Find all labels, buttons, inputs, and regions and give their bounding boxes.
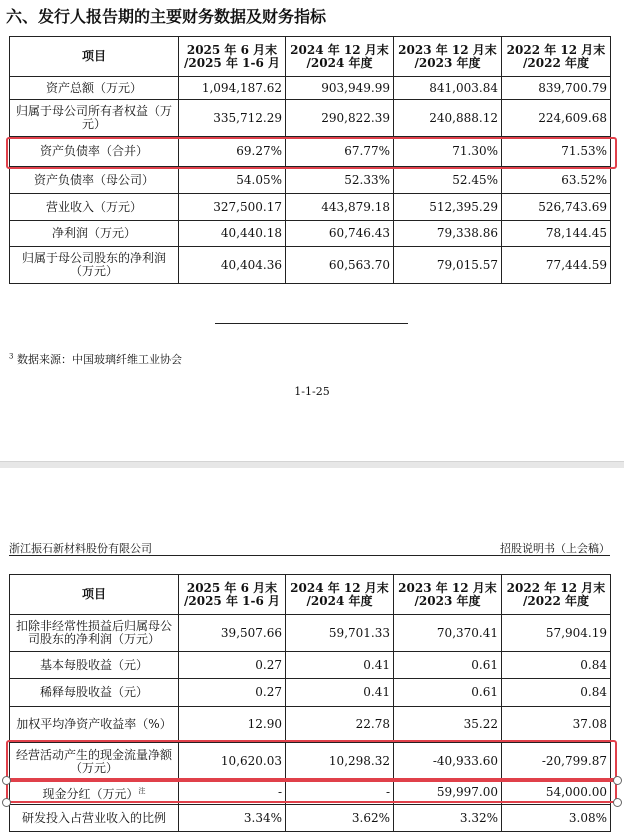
table-header-row [10,37,611,77]
cell-value: 60,563.70 [286,247,394,284]
cell-value: 526,743.69 [502,194,611,221]
header-period-4: 2022 年 12 月末 /2022 年度 [502,37,611,77]
row-label: 研发投入占营业收入的比例 [10,805,179,832]
cell-value: 37.08 [502,707,611,743]
row-label: 营业收入（万元） [10,194,179,221]
cell-value: 839,700.79 [502,77,611,100]
cell-value: 77,444.59 [502,247,611,284]
cell-value: 10,298.32 [286,743,394,781]
table-row [10,652,611,679]
footnote [9,351,182,367]
table-row [10,221,611,247]
row-label: 稀释每股收益（元） [10,679,179,707]
cell-value: 40,440.18 [179,221,286,247]
table-row [10,167,611,194]
cell-value: - [179,781,286,805]
cell-value: -40,933.60 [394,743,502,781]
footnote-mark: 3 [9,352,14,361]
header-item: 项目 [10,575,179,615]
cell-value: 327,500.17 [179,194,286,221]
cell-value: 60,746.43 [286,221,394,247]
cell-value: 70,370.41 [394,615,502,652]
row-label: 加权平均净资产收益率（%） [10,707,179,743]
note-mark: 注 [138,786,146,795]
cell-value: 35.22 [394,707,502,743]
cell-value: 59,701.33 [286,615,394,652]
cell-value: 0.27 [179,679,286,707]
row-label: 基本每股收益（元） [10,652,179,679]
cell-value: 841,003.84 [394,77,502,100]
header-period-2: 2024 年 12 月末 /2024 年度 [286,37,394,77]
cell-value: 79,015.57 [394,247,502,284]
cell-value: 903,949.99 [286,77,394,100]
cell-value: 0.61 [394,679,502,707]
header-period-1: 2025 年 6 月末 /2025 年 1-6 月 [179,575,286,615]
footnote-divider [215,323,408,324]
cell-value: 54.05% [179,167,286,194]
cell-value: 0.41 [286,679,394,707]
header-item: 项目 [10,37,179,77]
page-header-rule [9,555,610,556]
row-label: 扣除非经常性损益后归属母公司股东的净利润（万元） [10,615,179,652]
cell-value: 512,395.29 [394,194,502,221]
financial-table-2 [9,574,611,832]
table-row [10,137,611,167]
cell-value: 79,338.86 [394,221,502,247]
cell-value: 0.41 [286,652,394,679]
cell-value: - [286,781,394,805]
table-row [10,679,611,707]
cell-value: 54,000.00 [502,781,611,805]
section-title: 六、发行人报告期的主要财务数据及财务指标 [6,7,327,26]
row-label: 资产负债率（母公司） [10,167,179,194]
row-label: 资产总额（万元） [10,77,179,100]
cell-value: 69.27% [179,137,286,167]
page-gap [0,461,624,468]
cell-value: 240,888.12 [394,100,502,137]
table-row [10,743,611,781]
cell-value: 12.90 [179,707,286,743]
cell-value: 40,404.36 [179,247,286,284]
table-row [10,707,611,743]
table-row [10,247,611,284]
cell-value: 0.27 [179,652,286,679]
header-period-1: 2025 年 6 月末 /2025 年 1-6 月 [179,37,286,77]
cell-value: 224,609.68 [502,100,611,137]
cell-value: 3.62% [286,805,394,832]
row-label: 净利润（万元） [10,221,179,247]
cell-value: 443,879.18 [286,194,394,221]
row-label: 归属于母公司所有者权益（万元） [10,100,179,137]
cell-value: 335,712.29 [179,100,286,137]
cell-value: 67.77% [286,137,394,167]
cell-value: 52.33% [286,167,394,194]
cell-value: 0.84 [502,679,611,707]
row-label: 资产负债率（合并） [10,137,179,167]
table-row [10,77,611,100]
row-label: 归属于母公司股东的净利润（万元） [10,247,179,284]
cell-value: 1,094,187.62 [179,77,286,100]
cell-value: -20,799.87 [502,743,611,781]
cell-value: 59,997.00 [394,781,502,805]
page-header-doc: 招股说明书（上会稿） [500,542,610,555]
cell-value: 3.34% [179,805,286,832]
cell-value: 39,507.66 [179,615,286,652]
cell-value: 3.08% [502,805,611,832]
table-row [10,194,611,221]
selection-handle[interactable] [613,798,622,807]
cell-value: 63.52% [502,167,611,194]
cell-value: 22.78 [286,707,394,743]
selection-handle[interactable] [2,776,11,785]
header-period-2: 2024 年 12 月末 /2024 年度 [286,575,394,615]
footnote-text: 数据来源：中国玻璃纤维工业协会 [16,353,182,366]
cell-value: 78,144.45 [502,221,611,247]
table-row [10,615,611,652]
header-period-3: 2023 年 12 月末 /2023 年度 [394,37,502,77]
header-period-4: 2022 年 12 月末 /2022 年度 [502,575,611,615]
cell-value: 71.53% [502,137,611,167]
table-header-row [10,575,611,615]
row-label: 经营活动产生的现金流量净额（万元） [10,743,179,781]
cell-value: 71.30% [394,137,502,167]
cell-value: 0.61 [394,652,502,679]
page-number: 1-1-25 [294,385,330,398]
financial-table-1 [9,36,611,284]
header-period-3: 2023 年 12 月末 /2023 年度 [394,575,502,615]
cell-value: 52.45% [394,167,502,194]
page-header-company: 浙江振石新材料股份有限公司 [9,542,152,555]
selection-handle[interactable] [2,798,11,807]
cell-value: 10,620.03 [179,743,286,781]
cell-value: 290,822.39 [286,100,394,137]
table-row [10,805,611,832]
cell-value: 57,904.19 [502,615,611,652]
cell-value: 3.32% [394,805,502,832]
cell-value: 0.84 [502,652,611,679]
table-row [10,100,611,137]
row-label: 现金分红（万元）$^注$ [10,781,179,805]
table-row [10,781,611,805]
selection-handle[interactable] [613,776,622,785]
